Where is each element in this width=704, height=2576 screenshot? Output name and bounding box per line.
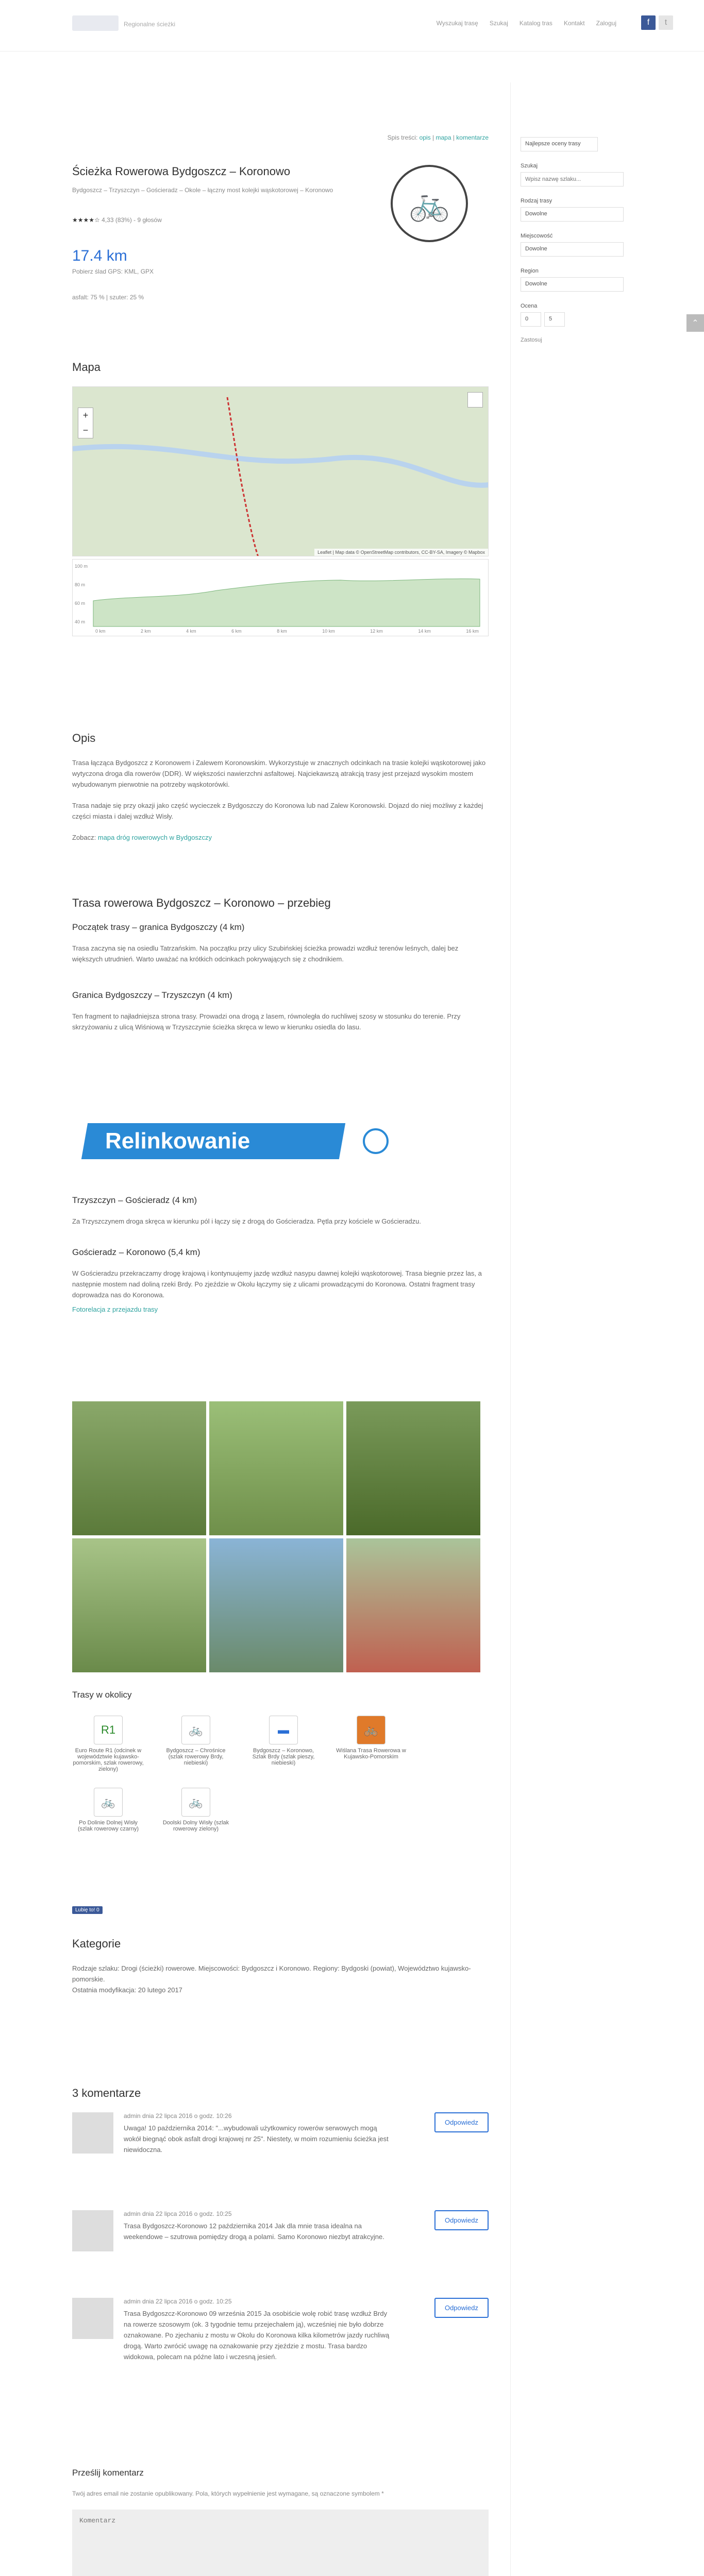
form-note: Twój adres email nie zostanie opublikowany. Pola, których wypełnienie jest wymagane, są oznaczone symbolem *	[72, 2490, 384, 2497]
comment-meta: admin dnia 22 lipca 2016 o godz. 10:26	[124, 2112, 232, 2120]
route-map[interactable]	[72, 386, 489, 556]
region-select[interactable]: Dowolne	[521, 277, 624, 292]
route-meta: Bydgoszcz – Trzyszczyn – Gościeradz – Okole – łączny most kolejki wąskotorowej – Koronowo	[72, 187, 333, 194]
nearby-route[interactable]: 🚲 Bydgoszcz – Chrośnice (szlak rowerowy Brdy, niebieski)	[160, 1716, 232, 1772]
comment-text: Uwaga! 10 października 2014: "...wybudowali użytkownicy rowerów serwowych mogą wokół biegnąć obok asfalt drogi krajowej nr 25". Niestety, w moim rozumieniu ścieżka jest niewidoczna.	[124, 2124, 389, 2154]
rating-max[interactable]: 5	[544, 312, 565, 327]
kategorie-title: Kategorie	[72, 1937, 121, 1950]
photo-gallery	[72, 1401, 480, 1672]
gallery-photo[interactable]	[209, 1401, 343, 1535]
nearby-route[interactable]: 🚲 Wiślana Trasa Rowerowa w Kujawsko-Pomorskim	[335, 1716, 407, 1772]
filter-button[interactable]: Zastosuj	[521, 337, 542, 343]
comment-text: Trasa Bydgoszcz-Koronowo 12 października 2014 Jak dla mnie trasa idealna na weekendowe – szutrowa pomiędzy drogą a polami. Samo Koronowo niezbyt atrakcyjne.	[124, 2222, 384, 2241]
avatar	[72, 2298, 113, 2339]
reply-button[interactable]: Odpowiedz	[434, 2298, 489, 2318]
form-title: Prześlij komentarz	[72, 2468, 144, 2478]
comment-form	[72, 2488, 489, 2576]
toc-link[interactable]: opis	[419, 134, 431, 141]
surface-info: asfalt: 75 % | szuter: 25 %	[72, 294, 144, 301]
avatar	[72, 2112, 113, 2154]
ad-banner[interactable]	[85, 1113, 404, 1170]
site-logo[interactable]	[72, 15, 119, 31]
nearby-route[interactable]: R1 Euro Route R1 (odcinek w województwie kujawsko-pomorskim, szlak rowerowy, zielony)	[72, 1716, 144, 1772]
elevation-yticks: 100 m 80 m 60 m 40 m	[75, 564, 88, 624]
rating-min[interactable]: 0	[521, 312, 541, 327]
sort-select[interactable]: Najlepsze oceny trasy	[521, 137, 598, 151]
bike-icon: 🚲	[391, 165, 468, 242]
toc-link[interactable]: mapa	[435, 134, 451, 141]
map-title: Mapa	[72, 361, 101, 374]
nearby-route[interactable]: ▬ Bydgoszcz – Koronowo, Szlak Brdy (szlak pieszy, niebieski)	[247, 1716, 320, 1772]
nav-item[interactable]: Kontakt	[563, 20, 585, 27]
nav-item[interactable]: Wyszukaj trasę	[436, 20, 478, 27]
nav-item[interactable]: Szukaj	[489, 20, 508, 27]
site-tagline: Regionalne ścieżki	[124, 21, 176, 28]
elevation-profile	[72, 559, 489, 636]
region-label: Region	[521, 268, 539, 274]
reply-button[interactable]: Odpowiedz	[434, 2210, 489, 2230]
nearby-routes	[72, 1716, 443, 1832]
ad-text: Relinkowanie	[105, 1128, 250, 1154]
breadcrumb: Spis treści: opis | mapa | komentarze	[387, 134, 489, 141]
search-input[interactable]	[521, 172, 624, 187]
like-button[interactable]: Lubię to! 0	[72, 1906, 103, 1914]
rating: ★★★★☆ 4,33 (83%) - 9 głosów	[72, 216, 162, 224]
gallery-photo[interactable]	[72, 1538, 206, 1672]
comment-meta: admin dnia 22 lipca 2016 o godz. 10:25	[124, 2298, 232, 2305]
przebieg-title: Trasa rowerowa Bydgoszcz – Koronowo – przebieg	[72, 896, 331, 909]
reply-button[interactable]: Odpowiedz	[434, 2112, 489, 2132]
ad-circle-icon	[363, 1128, 389, 1154]
zoom-control[interactable]	[78, 408, 93, 438]
opis-title: Opis	[72, 732, 96, 744]
elevation-ticks: 0 km 2 km 4 km 6 km 8 km 10 km 12 km 14 km 16 km	[95, 629, 479, 634]
place-label: Miejscowość	[521, 233, 553, 239]
top-nav	[437, 20, 616, 27]
sidebar-divider	[510, 82, 511, 2576]
map-attribution: Leaflet | Map data © OpenStreetMap contributors, CC-BY-SA, Imagery © Mapbox	[314, 549, 488, 556]
layers-icon[interactable]	[467, 392, 483, 408]
bike-map-link[interactable]: mapa dróg rowerowych w Bydgoszczy	[97, 834, 212, 841]
site-header	[0, 0, 704, 52]
comments-title: 3 komentarze	[72, 2087, 141, 2099]
type-label: Rodzaj trasy	[521, 198, 552, 204]
type-select[interactable]: Dowolne	[521, 207, 624, 222]
scroll-up-icon[interactable]: ⌃	[686, 314, 704, 332]
gallery-photo[interactable]	[346, 1538, 480, 1672]
sidebar	[521, 134, 634, 343]
twitter-icon[interactable]: t	[659, 15, 673, 30]
gallery-photo[interactable]	[72, 1401, 206, 1535]
kategorie-section: Rodzaje szlaku: Drogi (ścieżki) rowerowe. Miejscowości: Bydgoszcz i Koronowo. Regiony: Bydgoski (powiat), Województwo kujawsko-pomorskie. Ostatnia modyfikacja: 20 lutego 2017	[72, 1964, 471, 1994]
gallery-photo[interactable]	[209, 1538, 343, 1672]
zoom-out-icon[interactable]: −	[82, 425, 89, 435]
toc-link[interactable]: komentarze	[456, 134, 489, 141]
przebieg-section-2: Trzyszczyn – Gościeradz (4 km) Za Trzyszczynem droga skręca w kierunku pól i łączy się z drogą do Gościeradza. Pętla przy kościele w Gościeradzu. Gościeradz – Koronowo (5,4 km) W Gościeradzu przekraczamy drogę krajową i kontynuujemy jazdę wzdłuż nasypu dawnej kolejki wąskotorowej. Trasa biegnie przez las, a następnie mostem nad doliną rzeki Brdy. Po zjeździe w Okolu łączymy się z ulicami prowadzącymi do Koronowa. Ostatni fragment trasy doprowadza nas do Koronowa. Fotorelacja z przejazdu trasy	[72, 1195, 489, 1313]
gallery-link[interactable]: Fotorelacja z przejazdu trasy	[72, 1306, 158, 1313]
comment-meta: admin dnia 22 lipca 2016 o godz. 10:25	[124, 2210, 232, 2217]
facebook-icon[interactable]: f	[641, 15, 656, 30]
nav-item[interactable]: Katalog tras	[519, 20, 552, 27]
comment-field[interactable]	[72, 2510, 489, 2576]
search-label: Szukaj	[521, 163, 538, 169]
map-canvas	[73, 387, 489, 556]
rating-range	[521, 312, 634, 327]
zoom-in-icon[interactable]: +	[82, 410, 89, 420]
comment-text: Trasa Bydgoszcz-Koronowo 09 września 2015 Ja osobiście wolę robić trasę wzdłuż Brdy na rowerze szosowym (ok. 3 tygodnie temu przejechałem ją), wcześniej nie było dobrze oznakowane. Po zjechaniu z mostu w Okolu do Koronowa kilka kilometrów jazdy ruchliwą drogą. Warto zwrócić uwagę na oznakowanie przy zjeździe z mostu. Trasa bardzo widokowa, polecam na późne lato i wczesną jesień.	[124, 2310, 390, 2361]
nearby-route[interactable]: 🚲 Doolski Dolny Wisły (szlak rowerowy zielony)	[160, 1788, 232, 1832]
page-title: Ścieżka Rowerowa Bydgoszcz – Koronowo	[72, 165, 291, 178]
gps-download[interactable]: Pobierz ślad GPS: KML, GPX	[72, 268, 154, 275]
social-links	[641, 15, 673, 30]
okolice-title: Trasy w okolicy	[72, 1690, 132, 1700]
stars-icon[interactable]: ★★★★☆	[72, 216, 100, 224]
nearby-route[interactable]: 🚲 Po Dolinie Dolnej Wisły (szlak rowerowy czarny)	[72, 1788, 144, 1832]
distance: 17.4 km	[72, 247, 127, 264]
place-select[interactable]: Dowolne	[521, 242, 624, 257]
avatar	[72, 2210, 113, 2251]
rating-label: Ocena	[521, 303, 538, 309]
opis-section: Trasa łącząca Bydgoszcz z Koronowem i Zalewem Koronowskim. Wykorzystuje w znacznych odcinkach na trasie kolejki wąskotorowej jako wytyczona droga dla rowerów (DDR). W większości nawierzchni asfaltowej. Najciekawszą atrakcją trasy jest przejazd wysokim mostem wybudowanym pierwotnie na potrzeby wąskotorówki. Trasa nadaje się przy okazji jako część wycieczek z Bydgoszczy do Koronowa lub nad Zalew Koronowski. Dojazd do niej możliwy z każdej części miasta i dalej wzdłuż Wisły. Zobacz: mapa dróg rowerowych w Bydgoszczy	[72, 759, 486, 841]
nav-item[interactable]: Zaloguj	[596, 20, 616, 27]
gallery-photo[interactable]	[346, 1401, 480, 1535]
elevation-chart	[73, 560, 489, 637]
przebieg-section: Początek trasy – granica Bydgoszczy (4 km) Trasa zaczyna się na osiedlu Tatrzańskim. Na początku przy ulicy Szubińskiej ścieżka prowadzi wzdłuż terenów leśnych, dalej bez większych utrudnień. Warto uważać na krótkich odcinkach pokrywających się z chodnikiem. Granica Bydgoszczy – Trzyszczyn (4 km) Ten fragment to najładniejsza strona trasy. Prowadzi ona drogą z lasem, równoległa do ruchliwej szosy w stosunku do terenie. Przy skrzyżowaniu z ulicą Wiśniową w Trzyszczynie ścieżka skręca w lewo w kierunku osiedla do lasu.	[72, 922, 461, 1031]
